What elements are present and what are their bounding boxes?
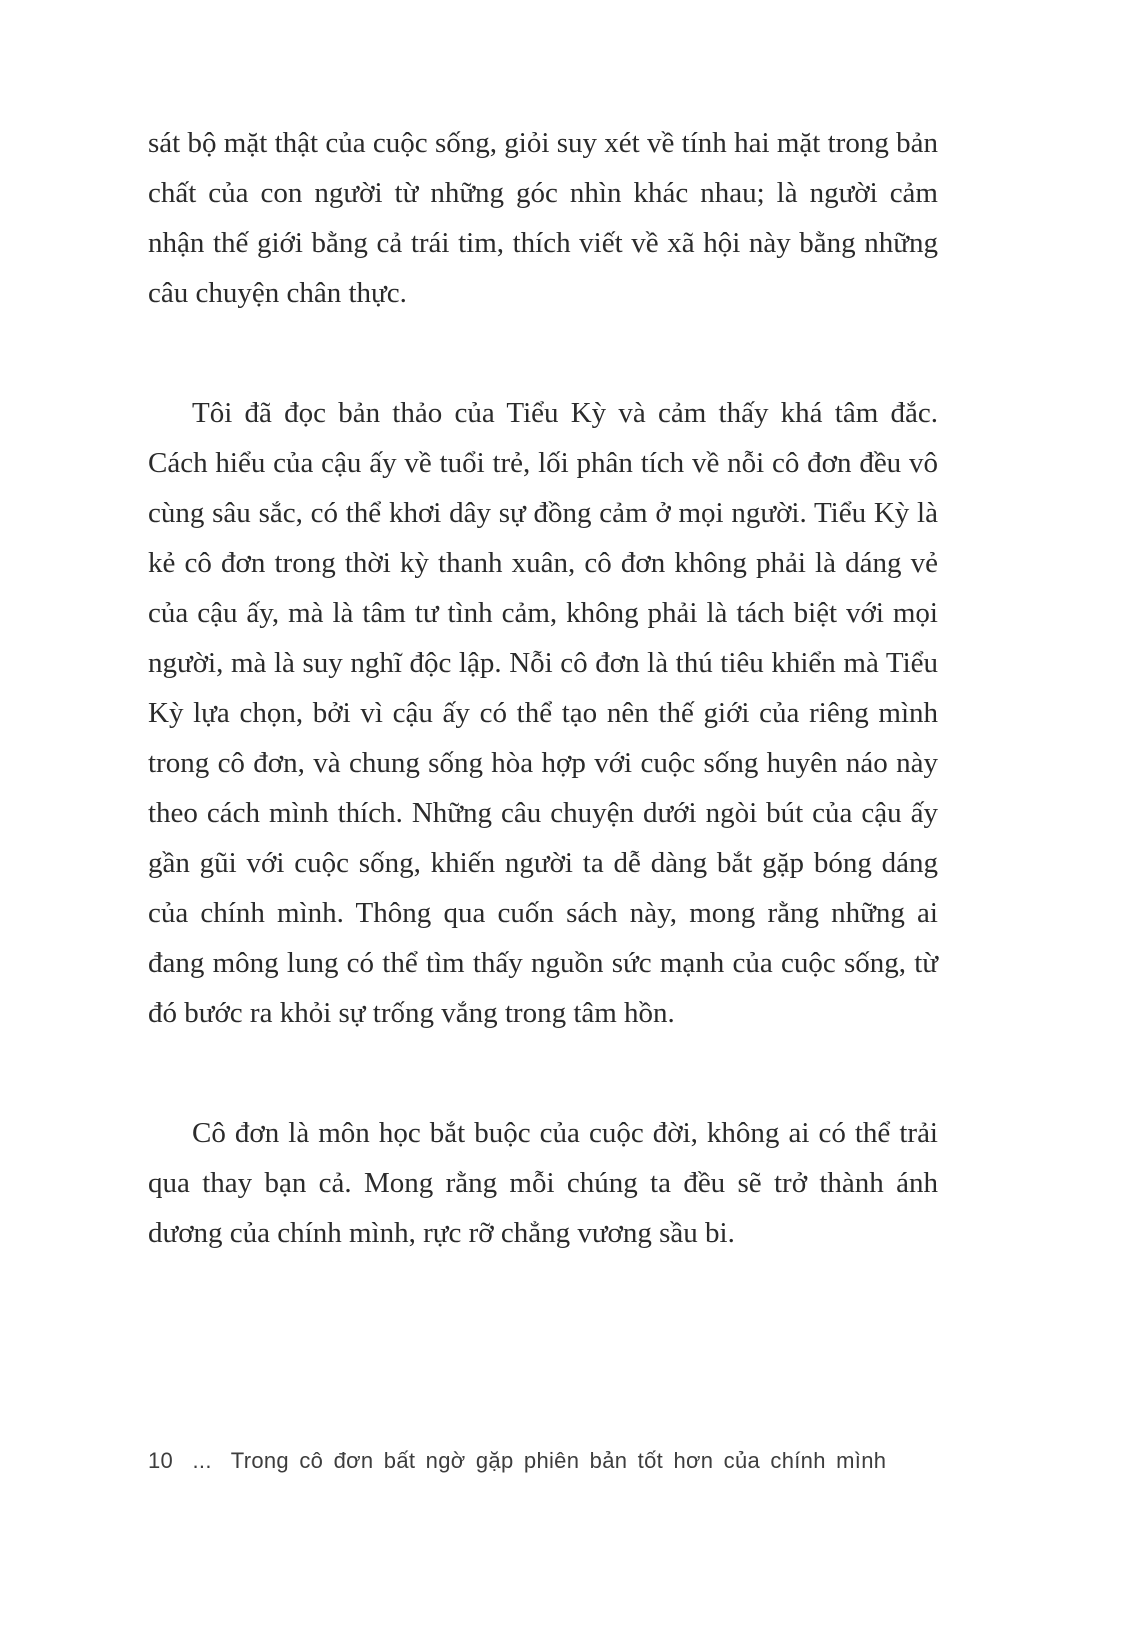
body-text bbox=[148, 118, 938, 1258]
paragraph: Cô đơn là môn học bắt buộc của cuộc đời, không ai có thể trải qua thay bạn cả. Mong rằng mỗi chúng ta đều sẽ trở thành ánh dương của chính mình, rực rỡ chẳng vương sầu bi. bbox=[148, 1117, 938, 1249]
page-number: 10 bbox=[148, 1448, 174, 1473]
paragraph: sát bộ mặt thật của cuộc sống, giỏi suy xét về tính hai mặt trong bản chất của con người từ những góc nhìn khác nhau; là người cảm nhận thế giới bằng cả trái tim, thích viết về xã hội này bằng những câu chuyện chân thực. bbox=[148, 127, 938, 309]
page-footer bbox=[148, 1448, 938, 1474]
paragraph: Tôi đã đọc bản thảo của Tiểu Kỳ và cảm thấy khá tâm đắc. Cách hiểu của cậu ấy về tuổi trẻ, lối phân tích về nỗi cô đơn đều vô cùng sâu sắc, có thể khơi dây sự đồng cảm ở mọi người. Tiểu Kỳ là kẻ cô đơn trong thời kỳ thanh xuân, cô đơn không phải là dáng vẻ của cậu ấy, mà là tâm tư tình cảm, không phải là tách biệt với mọi người, mà là suy nghĩ độc lập. Nỗi cô đơn là thú tiêu khiển mà Tiểu Kỳ lựa chọn, bởi vì cậu ấy có thể tạo nên thế giới của riêng mình trong cô đơn, và chung sống hòa hợp với cuộc sống huyên náo này theo cách mình thích. Những câu chuyện dưới ngòi bút của cậu ấy gần gũi với cuộc sống, khiến người ta dễ dàng bắt gặp bóng dáng của chính mình. Thông qua cuốn sách này, mong rằng những ai đang mông lung có thể tìm thấy nguồn sức mạnh của cuộc sống, từ đó bước ra khỏi sự trống vắng trong tâm hồn. bbox=[148, 397, 938, 1029]
book-title: Trong cô đơn bất ngờ gặp phiên bản tốt hơn của chính mình bbox=[230, 1448, 887, 1473]
footer-separator: ... bbox=[192, 1448, 212, 1473]
